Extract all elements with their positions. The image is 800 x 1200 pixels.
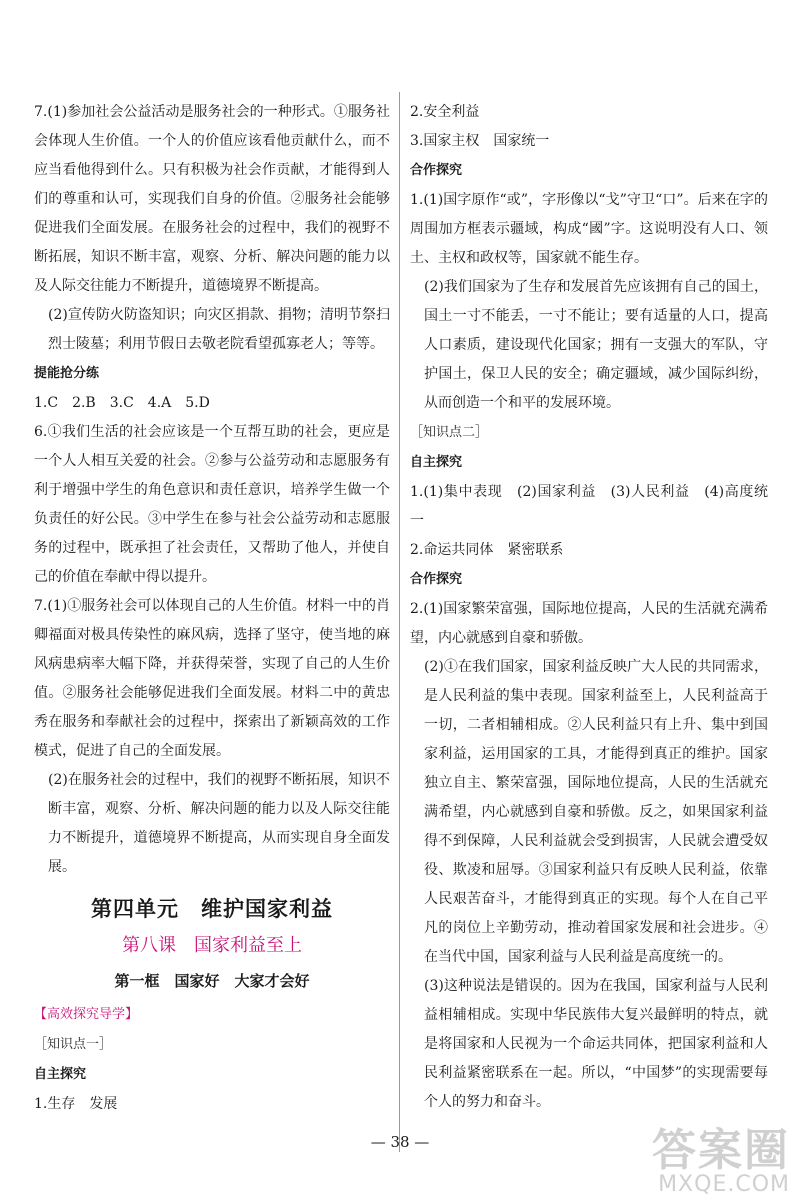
heading-hezuo-1: 合作探究: [410, 163, 463, 178]
lesson-title: 第八课 国家利益至上: [122, 935, 302, 956]
heading-zizhu: 自主探究: [34, 1067, 87, 1082]
answer-a1: 1.生存 发展: [34, 1096, 118, 1112]
answer-q7-part2: (2)宣传防火防盗知识；向灾区捐款、捐物；清明节祭扫烈士陵墓；利用节假日去敬老院看望孤寡老人；等等。: [48, 307, 390, 352]
answer-c2-part3: (3)这种说法是错误的。因为在我国，国家利益与人民利益相辅相成。实现中华民族伟大复兴最鲜明的特点，就是将国家和人民视为一个命运共同体，把国家利益和人民利益紧密联系在一起。所以，“中国梦”的实现需要每个人的努力和奋斗。: [424, 978, 768, 1110]
answer-a2: 2.安全利益: [410, 104, 480, 120]
answer-q7-part1: 7.(1)参加社会公益活动是服务社会的一种形式。①服务社会体现人生价值。一个人的价值应该看他贡献什么，而不应当看他得到什么。只有积极为社会作贡献，才能得到人们的尊重和认可，实现我们自身的价值。②服务社会能够促进我们全面发展。在服务社会的过程中，我们的视野不断拓展，知识不断丰富，观察、分析、解决问题的能力以及人际交往能力不断提升，道德境界不断提高。: [34, 104, 390, 294]
right-column: [410, 98, 768, 1117]
answer-r1-part1: 1.(1)国字原作“或”，字形像以“戈”守卫“口”。后来在字的周围加方框表示疆域，构成“國”字。这说明没有人口、领土、主权和政权等，国家就不能生存。: [410, 192, 768, 266]
page-number: — 38 —: [370, 1133, 430, 1151]
watermark-logo: [652, 1125, 790, 1197]
heading-zizhu-2: 自主探究: [410, 455, 463, 470]
watermark-url: MXQE.COM: [658, 1172, 790, 1197]
answer-c2-part2: (2)①在我们国家，国家利益反映广大人民的共同需求，是人民利益的集中表现。国家利益至上，人民利益高于一切，二者相辅相成。②人民利益只有上升、集中到国家利益，运用国家的工具，才能得到真正的维护。国家独立自主、繁荣富强，国际地位提高，人民的生活就充满希望，内心就感到自豪和骄傲。反之，如果国家利益得不到保障，人民利益就会受到损害，人民就会遭受奴役、欺凌和屈辱。③国家利益只有反映人民利益，依靠人民艰苦奋斗，才能得到真正的实现。每个人在自己平凡的岗位上辛勤劳动，推动着国家发展和社会进步。④在当代中国，国家利益与人民利益是高度统一的。: [424, 659, 768, 965]
answer-q7b-part1: 7.(1)①服务社会可以体现自己的人生价值。材料一中的肖卿福面对极具传染性的麻风病，选择了坚守，使当地的麻风病患病率大幅下降，并获得荣誉，实现了自己的人生价值。②服务社会能够促进我们全面发展。材料二中的黄忠秀在服务和奉献社会的过程中，探索出了新颖高效的工作模式，促进了自己的全面发展。: [34, 598, 390, 759]
section-tag: 【高效探究导学】: [34, 1007, 139, 1022]
column-divider: [399, 92, 400, 1152]
answer-b1: 1.(1)集中表现 (2)国家利益 (3)人民利益 (4)高度统一: [410, 484, 768, 529]
knowledge-point-1: ［知识点一］: [34, 1037, 113, 1052]
answer-q7b-part2: (2)在服务社会的过程中，我们的视野不断拓展，知识不断丰富，观察、分析、解决问题的能力以及人际交往能力不断提升，道德境界不断提高，从而实现自身全面发展。: [48, 772, 390, 875]
watermark-text: 答案圈: [652, 1125, 790, 1176]
answer-c2-part1: 2.(1)国家繁荣富强，国际地位提高，人民的生活就充满希望，内心就感到自豪和骄傲。: [410, 601, 768, 646]
heading-hezuo-2: 合作探究: [410, 572, 463, 587]
frame-title: 第一框 国家好 大家才会好: [114, 972, 310, 990]
section-heading-tineng: 提能抢分练: [34, 366, 100, 381]
unit-title: 第四单元 维护国家利益: [91, 896, 333, 921]
knowledge-point-2: ［知识点二］: [410, 425, 489, 440]
left-column: [34, 98, 390, 1119]
answer-a3: 3.国家主权 国家统一: [410, 133, 550, 149]
answer-q6: 6.①我们生活的社会应该是一个互帮互助的社会，更应是一个人人相互关爱的社会。②参与公益劳动和志愿服务有利于增强中学生的角色意识和责任意识，培养学生做一个负责任的好公民。③中学生在参与社会公益劳动和志愿服务的过程中，既承担了社会责任，又帮助了他人，并使自己的价值在奉献中得以提升。: [34, 424, 390, 585]
answer-r1-part2: (2)我们国家为了生存和发展首先应该拥有自己的国土，国土一寸不能丢，一寸不能让；要有适量的人口，提高人口素质，建设现代化国家；拥有一支强大的军队，守护国土，保卫人民的安全；确定疆域，减少国际纠纷，从而创造一个和平的发展环境。: [424, 279, 768, 411]
answer-b2: 2.命运共同体 紧密联系: [410, 542, 564, 558]
choice-answers: 1.C 2.B 3.C 4.A 5.D: [34, 395, 210, 411]
